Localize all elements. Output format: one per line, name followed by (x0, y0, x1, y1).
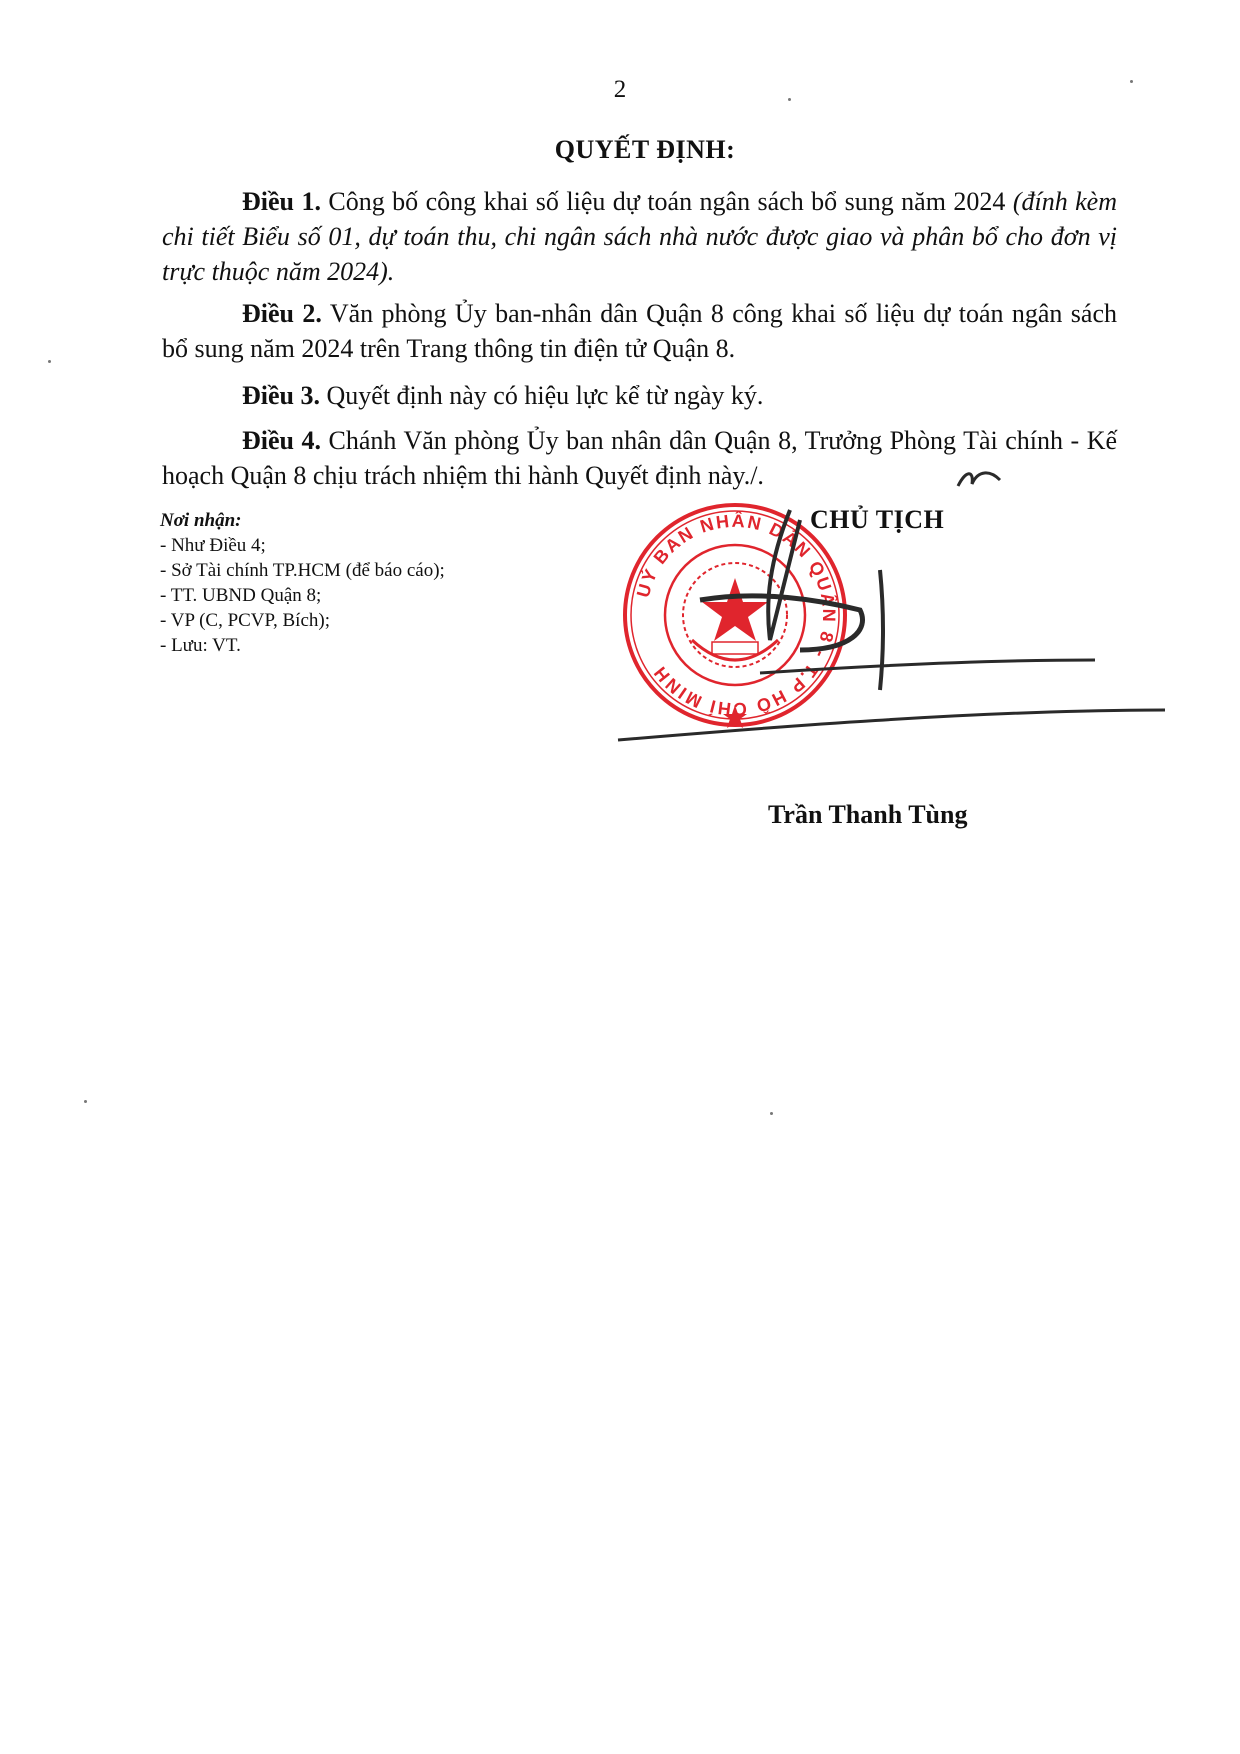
article-3 (162, 378, 1117, 413)
page-number: 2 (613, 76, 627, 103)
decision-heading: QUYẾT ĐỊNH: (554, 135, 736, 164)
article-3-label: Điều 3. (242, 381, 320, 410)
article-2-text: Văn phòng Ủy ban-nhân dân Quận 8 công khai số liệu dự toán ngân sách bổ sung năm 2024 trên Trang thông tin điện tử Quận 8. (162, 299, 1118, 363)
seal-text: UỶ BAN NHÂN DÂN QUẬN 8 - T.P HỒ CHÍ MINH (632, 510, 840, 720)
article-4 (162, 423, 1117, 493)
recipient-item: - Sở Tài chính TP.HCM (để báo cáo); (160, 560, 445, 581)
recipient-item: - TT. UBND Quận 8; (160, 585, 322, 606)
recipients-list (160, 533, 445, 658)
article-2-label: Điều 2. (242, 299, 322, 328)
article-1-label: Điều 1. (242, 187, 321, 216)
recipient-item: - Lưu: VT. (160, 635, 241, 656)
scan-speck (788, 98, 791, 101)
article-4-text: Chánh Văn phòng Ủy ban nhân dân Quận 8, Trưởng Phòng Tài chính - Kế hoạch Quận 8 chịu trách nhiệm thi hành Quyết định này./. (162, 426, 1118, 490)
signer-name: Trần Thanh Tùng (768, 800, 968, 829)
recipient-item: - Như Điều 4; (160, 535, 266, 556)
scan-speck (770, 1112, 773, 1115)
article-1-note: (đính kèm chi tiết Biểu số 01, dự toán thu, chi ngân sách nhà nước được giao và phân bổ cho đơn vị trực thuộc năm 2024). (162, 187, 1117, 286)
article-2 (162, 296, 1117, 366)
scan-speck (1130, 80, 1133, 83)
scan-speck (48, 360, 51, 363)
recipient-item: - VP (C, PCVP, Bích); (160, 610, 330, 631)
article-4-label: Điều 4. (242, 426, 322, 455)
recipients-title: Nơi nhận: (160, 510, 242, 531)
signer-title: CHỦ TỊCH (810, 505, 945, 534)
article-1 (162, 184, 1117, 289)
article-1-text: Công bố công khai số liệu dự toán ngân sách bổ sung năm 2024 (320, 187, 1013, 216)
scan-speck (84, 1100, 87, 1103)
recipients-block (160, 508, 445, 658)
article-3-text: Quyết định này có hiệu lực kể từ ngày ký. (320, 381, 764, 410)
